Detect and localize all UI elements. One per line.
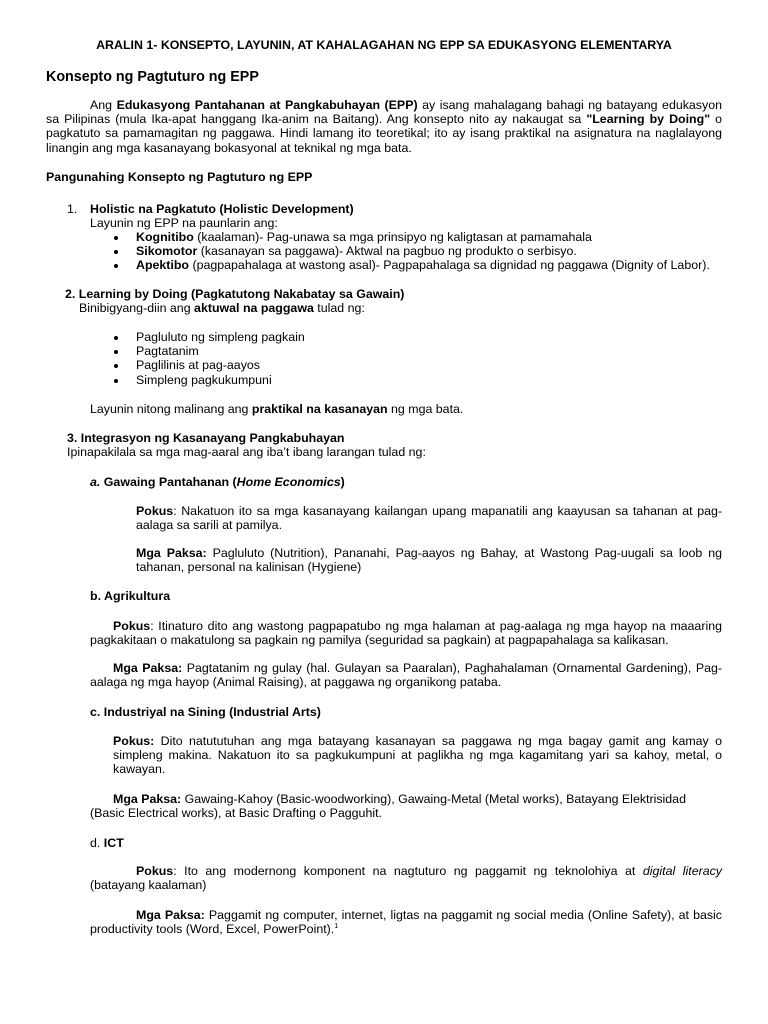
list-item: Simpleng pagkukumpuni <box>136 373 305 387</box>
s1-lead: Layunin ng EPP na paunlarin ang: <box>90 216 278 230</box>
s3c-pokus: Pokus: Dito natututuhan ang mga batayang kasanayan sa paggawa ng mga bagay gamit ang kamay o simpleng makina. Nakatuon ito sa pagkukumpuni at paglikha ng mga kagamitang yari sa kahoy, metal, o kawayan. <box>113 734 722 777</box>
s3a-pokus: Pokus: Nakatuon ito sa mga kasanayang kailangan upang mapanatili ang kaayusan sa tahanan at pag-aalaga sa sarili at pamilya. <box>136 504 722 533</box>
s2-list <box>136 330 305 387</box>
s2-lead: Binibigyang-diin ang aktuwal na paggawa tulad ng: <box>79 301 365 315</box>
section-heading: Konsepto ng Pagtuturo ng EPP <box>46 69 259 85</box>
s1-list <box>136 230 710 273</box>
s3c-paksa: Mga Paksa: Gawaing-Kahoy (Basic-woodworking), Gawaing-Metal (Metal works), Batayang Elektrisidad (Basic Electrical works), at Basic Drafting o Pagguhit. <box>90 792 686 821</box>
list-item: Sikomotor (kasanayan sa paggawa)- Aktwal na pagbuo ng produkto o serbisyo. <box>136 244 710 258</box>
intro-paragraph: Ang Edukasyong Pantahanan at Pangkabuhayan (EPP) ay isang mahalagang bahagi ng batayang edukasyon sa Pilipinas (mula Ika-apat hanggang Ika-anim na Baitang). Ang konsepto nito ay nakaugat sa "Learning by Doing" o pagkatuto sa pamamagitan ng paggawa. Hindi lamang ito teoretikal; ito ay isang praktikal na asignatura na naglalayong linangin ang mga kasanayang bokasyonal at teknikal ng mga bata. <box>46 98 723 155</box>
list-item: Pagluluto ng simpleng pagkain <box>136 330 305 344</box>
document-title: ARALIN 1- KONSEPTO, LAYUNIN, AT KAHALAGAHAN NG EPP SA EDUKASYONG ELEMENTARYA <box>96 38 672 52</box>
footnote-marker: 1 <box>334 923 339 931</box>
sub-heading: Pangunahing Konsepto ng Pagtuturo ng EPP <box>46 170 313 184</box>
list-number: 1. <box>67 202 78 216</box>
s3c-title: c. Industriyal na Sining (Industrial Arts) <box>90 705 321 719</box>
s3-title: 3. Integrasyon ng Kasanayang Pangkabuhayan <box>67 431 345 445</box>
s1-title: Holistic na Pagkatuto (Holistic Development) <box>90 202 354 216</box>
s3d-title: d. ICT <box>90 836 124 850</box>
s3a-title: a. Gawaing Pantahanan (Home Economics) <box>90 475 345 489</box>
s3d-paksa: Mga Paksa: Paggamit ng computer, internet, ligtas na paggamit ng social media (Online Safety), at basic productivity tools (Word, Excel, PowerPoint).$^1$ <box>90 908 722 937</box>
list-item: Kognitibo (kaalaman)- Pag-unawa sa mga prinsipyo ng kaligtasan at pamamahala <box>136 230 710 244</box>
s3d-pokus: Pokus: Ito ang modernong komponent na nagtuturo ng paggamit ng teknolohiya at digital literacy (batayang kaalaman) <box>90 864 722 893</box>
s3a-paksa: Mga Paksa: Pagluluto (Nutrition), Pananahi, Pag-aayos ng Bahay, at Wastong Pag-uugali sa loob ng tahanan, personal na kalinisan (Hygiene) <box>136 546 722 575</box>
s2-goal: Layunin nitong malinang ang praktikal na kasanayan ng mga bata. <box>90 402 464 416</box>
list-item: Paglilinis at pag-aayos <box>136 358 305 372</box>
s3b-paksa: Mga Paksa: Pagtatanim ng gulay (hal. Gulayan sa Paaralan), Paghahalaman (Ornamental Gardening), Pag-aalaga ng mga hayop (Animal Raising), at paggawa ng organikong pataba. <box>90 661 722 690</box>
s3b-pokus: Pokus: Itinaturo dito ang wastong pagpapatubo ng mga halaman at pag-aalaga ng mga hayop na maaaring pagkakitaan o makatulong sa pagkain ng pamilya (seguridad sa pagkain) at pagpapahalaga sa kalikasan. <box>90 619 722 648</box>
s3-lead: Ipinapakilala sa mga mag-aaral ang iba’t ibang larangan tulad ng: <box>67 445 426 459</box>
list-item: Pagtatanim <box>136 344 305 358</box>
s2-title: 2. Learning by Doing (Pagkatutong Nakabatay sa Gawain) <box>65 287 405 301</box>
s3b-title: b. Agrikultura <box>90 589 171 603</box>
list-item: Apektibo (pagpapahalaga at wastong asal)- Pagpapahalaga sa dignidad ng paggawa (Dignity of Labor). <box>136 258 710 273</box>
